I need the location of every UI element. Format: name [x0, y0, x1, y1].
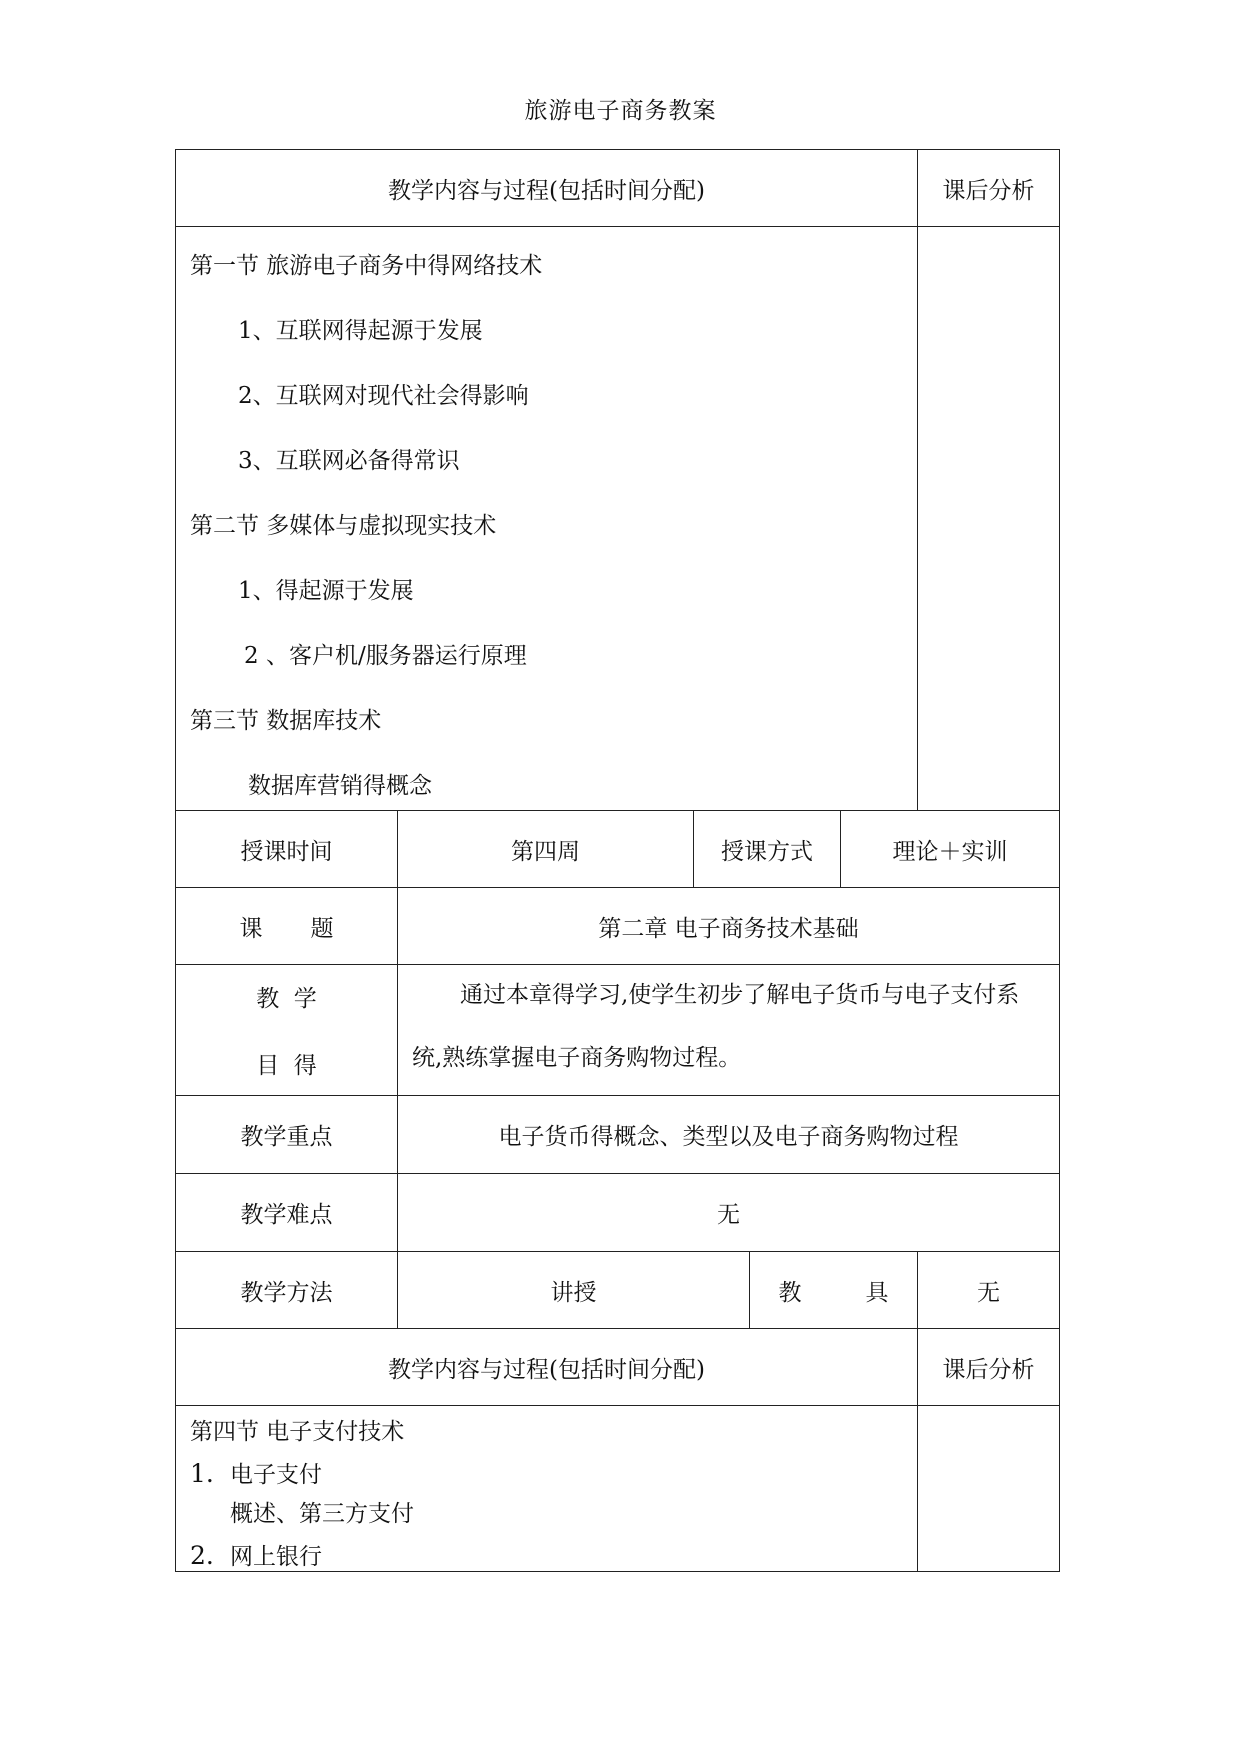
- difficulties-label: 教学难点: [176, 1174, 398, 1251]
- content-header: 教学内容与过程(包括时间分配): [176, 1329, 918, 1405]
- topic-row: [175, 888, 1060, 965]
- analysis-header: 课后分析: [942, 1356, 1035, 1383]
- list-number: 2.: [190, 1541, 214, 1570]
- content-header-row-2: [175, 1329, 1060, 1406]
- section-heading: 第一节 旅游电子商务中得网络技术: [190, 253, 543, 279]
- tools-value: 无: [977, 1279, 1000, 1306]
- list-item: 2、互联网对现代社会得影响: [238, 383, 529, 409]
- objective-cell: [398, 965, 1059, 1095]
- objective-row: [175, 965, 1060, 1096]
- difficulties-row: [175, 1174, 1060, 1252]
- difficulties-value: 无: [717, 1202, 740, 1228]
- page-title: 旅游电子商务教案: [524, 98, 717, 124]
- objective-label-a: 教 学: [256, 986, 317, 1012]
- objective-label: [176, 965, 398, 1095]
- topic-value: 第二章 电子商务技术基础: [598, 915, 859, 942]
- list-item: 数据库营销得概念: [248, 773, 432, 799]
- content-block-1: [175, 227, 1060, 811]
- time-value: 第四周: [398, 811, 694, 887]
- list-item: [190, 1453, 322, 1496]
- content-block-2: [175, 1406, 1060, 1572]
- analysis-header: 课后分析: [942, 177, 1035, 204]
- mode-value: 理论＋实训: [892, 838, 1008, 865]
- section-heading: 第三节 数据库技术: [190, 708, 382, 734]
- list-subitem: 概述、第三方支付: [230, 1501, 414, 1527]
- key-points-value: 电子货币得概念、类型以及电子商务购物过程: [498, 1124, 959, 1150]
- list-item-text: 网上银行: [230, 1544, 322, 1570]
- method-label: 教学方法: [176, 1252, 398, 1328]
- objective-label-b: 目 得: [256, 1053, 317, 1079]
- time-label: 授课时间: [176, 811, 398, 887]
- list-number: 1.: [190, 1459, 214, 1488]
- key-points-row: [175, 1096, 1060, 1174]
- method-row: [175, 1252, 1060, 1329]
- tools-label-a: 教: [778, 1279, 802, 1306]
- mode-label: 授课方式: [694, 811, 841, 887]
- method-value: 讲授: [398, 1252, 750, 1328]
- list-item: 3、互联网必备得常识: [238, 448, 460, 474]
- list-item-text: 电子支付: [230, 1462, 322, 1488]
- topic-label: [176, 888, 398, 964]
- key-points-label: 教学重点: [176, 1096, 398, 1173]
- schedule-row: [175, 811, 1060, 888]
- list-item: 2 、客户机/服务器运行原理: [244, 643, 527, 669]
- list-item: 1、互联网得起源于发展: [238, 318, 483, 344]
- lesson-plan-table: [175, 149, 1060, 1572]
- content-header: 教学内容与过程(包括时间分配): [176, 150, 918, 226]
- list-item: 1、得起源于发展: [238, 578, 414, 604]
- section-heading: 第四节 电子支付技术: [190, 1419, 405, 1445]
- topic-label-a: 课: [239, 915, 263, 942]
- tools-label: [750, 1252, 918, 1328]
- topic-label-b: 题: [310, 915, 334, 942]
- list-item: [190, 1535, 322, 1578]
- section-heading: 第二节 多媒体与虚拟现实技术: [190, 513, 497, 539]
- content-header-row: [175, 149, 1060, 227]
- objective-value: 通过本章得学习,使学生初步了解电子货币与电子支付系统,熟练掌握电子商务购物过程。: [412, 982, 1020, 1071]
- tools-label-b: 具: [865, 1279, 889, 1306]
